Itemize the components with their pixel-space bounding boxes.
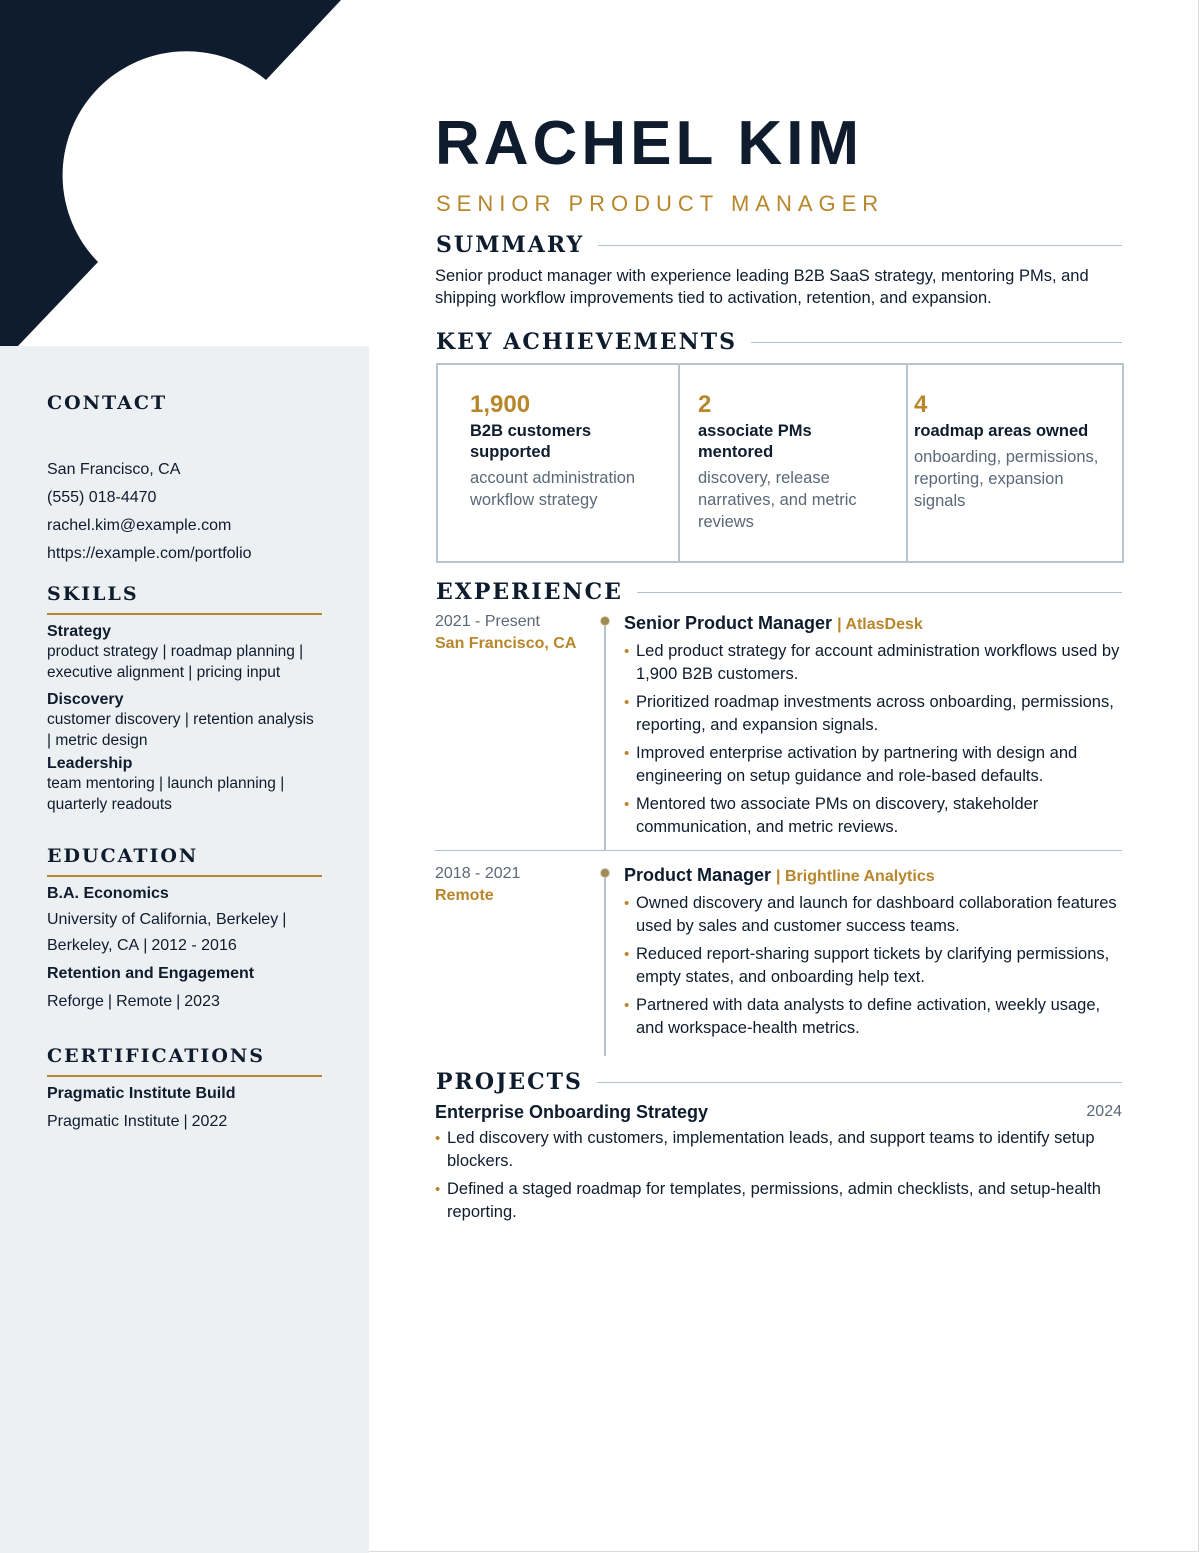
separator: | (107, 993, 113, 1010)
achievement-desc: onboarding, permissions, reporting, expansion signals (914, 448, 1099, 510)
separator: | (143, 937, 148, 954)
job-bullet: • Owned discovery and launch for dashboard collaboration features used by sales and customer success teams. (624, 892, 1124, 938)
skill-category: Strategy (47, 623, 112, 640)
heading-rule (751, 342, 1122, 343)
achievement-card (908, 365, 1122, 561)
projects-heading (436, 1069, 1122, 1095)
course-year: 2023 (184, 993, 220, 1010)
project-bullets (435, 1127, 1125, 1229)
school-line (47, 907, 322, 959)
course-line (47, 989, 322, 1015)
achievement-title: associate PMs mentored (698, 422, 812, 461)
heading-rule (637, 592, 1122, 593)
job-bullet: • Partnered with data analysts to define activation, weekly usage, and workspace-health metrics. (624, 994, 1124, 1040)
job-location: Remote (435, 887, 494, 904)
job-heading (624, 613, 923, 634)
job-dates: 2018 - 2021 (435, 865, 521, 882)
job-company: | AtlasDesk (837, 616, 923, 633)
job-bullet: • Improved enterprise activation by partnering with design and engineering on setup guidance and role-based defaults. (624, 742, 1124, 788)
achievement-number: 4 (914, 391, 928, 418)
summary-heading (436, 232, 1122, 258)
project-title: Enterprise Onboarding Strategy (435, 1102, 709, 1122)
decorative-corner-shape (0, 0, 369, 346)
separator: | (282, 911, 287, 928)
contact-heading: CONTACT (47, 392, 168, 414)
course-title: Retention and Engagement (47, 965, 255, 982)
certification-line (47, 1109, 322, 1135)
achievement-card (680, 365, 908, 561)
contact-section (47, 392, 322, 568)
job-divider (435, 850, 1122, 851)
job-location: San Francisco, CA (435, 635, 577, 652)
timeline-dot (600, 868, 610, 878)
contact-location: San Francisco, CA (47, 461, 181, 478)
summary-heading-text: SUMMARY (436, 232, 585, 258)
achievements-heading (436, 329, 1122, 355)
certifications-heading: CERTIFICATIONS (47, 1045, 322, 1077)
job-dates: 2021 - Present (435, 613, 540, 630)
job-role: Product Manager (624, 865, 772, 885)
degree-title: B.A. Economics (47, 885, 169, 902)
heading-rule (598, 245, 1122, 246)
achievement-number: 1,900 (470, 391, 531, 418)
job-bullet: • Prioritized roadmap investments across onboarding, permissions, reporting, and expansion signals. (624, 691, 1124, 737)
job-bullet: • Mentored two associate PMs on discovery, stakeholder communication, and metric reviews. (624, 793, 1124, 839)
experience-heading (436, 579, 1122, 605)
project-year: 2024 (1086, 1103, 1122, 1120)
timeline-line (604, 617, 606, 851)
timeline-dot (600, 616, 610, 626)
projects-heading-text: PROJECTS (436, 1069, 583, 1095)
education-heading: EDUCATION (47, 845, 322, 877)
contact-email[interactable]: rachel.kim@example.com (47, 517, 232, 534)
candidate-title: SENIOR PRODUCT MANAGER (436, 191, 885, 216)
school-name: University of California, Berkeley (47, 911, 279, 928)
achievement-desc: account administration workflow strategy (470, 469, 636, 509)
separator: | (176, 993, 181, 1010)
candidate-name: RACHEL KIM (435, 109, 864, 178)
contact-phone: (555) 018-4470 (47, 489, 157, 506)
separator: | (183, 1113, 188, 1130)
job-company: | Brightline Analytics (776, 868, 935, 885)
achievement-desc: discovery, release narratives, and metric reviews (698, 469, 857, 531)
job-bullets (624, 892, 1124, 1045)
skill-category: Discovery (47, 691, 124, 708)
contact-website[interactable]: https://example.com/portfolio (47, 545, 252, 562)
job-bullet: • Reduced report-sharing support tickets by clarifying permissions, empty states, and onboarding help text. (624, 943, 1124, 989)
certifications-section (47, 1045, 322, 1135)
course-location: Remote (116, 993, 173, 1010)
achievement-title: roadmap areas owned (914, 422, 1089, 440)
summary-text: Senior product manager with experience leading B2B SaaS strategy, mentoring PMs, and shipping workflow improvements tied to activation, retention, and expansion. (435, 267, 1089, 307)
achievements-box (436, 363, 1124, 563)
skill-category: Leadership (47, 755, 133, 772)
job-bullet: • Led product strategy for account administration workflows used by 1,900 B2B customers. (624, 640, 1124, 686)
certification-year: 2022 (191, 1113, 228, 1130)
course-org: Reforge (47, 993, 104, 1010)
heading-rule (597, 1082, 1122, 1083)
achievement-number: 2 (698, 391, 712, 418)
job-role: Senior Product Manager (624, 613, 833, 633)
skills-section (47, 583, 322, 815)
certification-title: Pragmatic Institute Build (47, 1085, 236, 1102)
skill-items: product strategy | roadmap planning | executive alignment | pricing input (47, 643, 304, 681)
skill-items: team mentoring | launch planning | quarterly readouts (47, 775, 285, 813)
job-heading (624, 865, 935, 886)
project-bullet: • Led discovery with customers, implementation leads, and support teams to identify setup blockers. (435, 1127, 1125, 1173)
certification-org: Pragmatic Institute (47, 1113, 180, 1130)
achievement-title: B2B customers supported (470, 422, 592, 461)
project-bullet: • Defined a staged roadmap for templates, permissions, admin checklists, and setup-health reporting. (435, 1178, 1125, 1224)
school-years: 2012 - 2016 (151, 937, 237, 954)
achievements-heading-text: KEY ACHIEVEMENTS (436, 329, 738, 355)
school-location: Berkeley, CA (47, 937, 140, 954)
experience-heading-text: EXPERIENCE (436, 579, 623, 605)
skill-items: customer discovery | retention analysis | metric design (47, 711, 314, 749)
job-bullets (624, 640, 1124, 844)
timeline-line (604, 868, 606, 1056)
education-section (47, 845, 322, 1015)
achievement-card (438, 365, 680, 561)
skills-heading: SKILLS (47, 583, 322, 615)
